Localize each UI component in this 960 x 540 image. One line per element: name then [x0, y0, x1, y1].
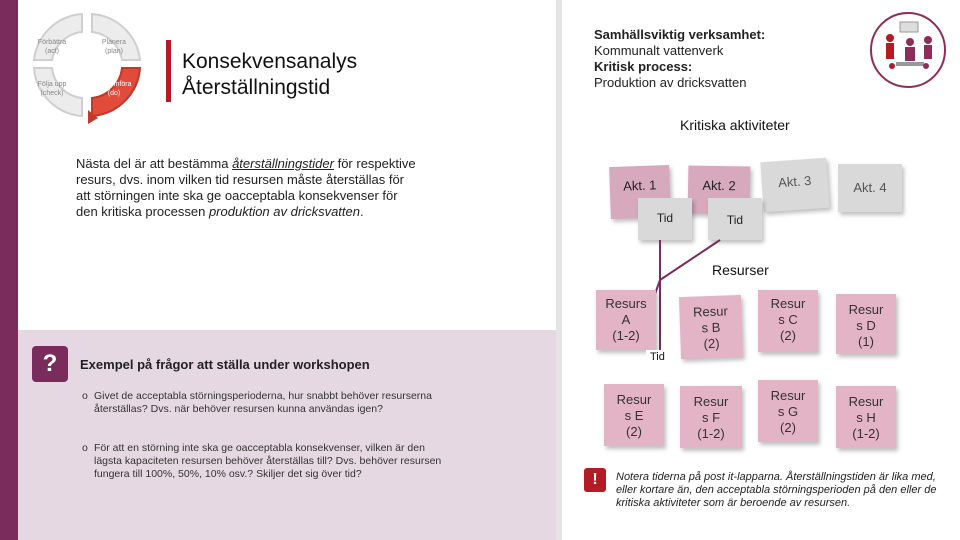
activity-time-note-1: Tid [638, 198, 692, 240]
question-item-1 [82, 390, 452, 416]
process-header [594, 27, 765, 91]
resource-note-f: Resur s F (1-2) [680, 386, 742, 448]
workshop-team-icon [870, 12, 946, 88]
header-value-1: Kommunalt vattenverk [594, 43, 724, 58]
page-title: Konsekvensanalys [182, 50, 358, 73]
cycle-label-do: Genomföra (do) [96, 81, 132, 97]
resource-note-e: Resur s E (2) [604, 384, 664, 446]
activity-note-4: Akt. 4 [838, 164, 902, 212]
example-title: Exempel på frågor att ställa under workshopen [80, 357, 370, 372]
title-accent-bar [166, 40, 171, 102]
page-subtitle: Återställningstid [182, 76, 331, 99]
activities-title: Kritiska aktiviteter [680, 117, 790, 133]
team-illustration-icon [872, 14, 944, 86]
bullet-icon: o [82, 442, 88, 454]
activity-note-3: Akt. 3 [760, 158, 829, 212]
note-text: Notera tiderna på post it-lapparna. Återställningstiden är lika med, eller kortare än, den acceptabla störningsperioden på den eller de kritiska aktiviteter som är beroende av resursen. [616, 471, 937, 509]
bullet-icon: o [82, 390, 88, 402]
resource-time-label: Tid [646, 350, 669, 364]
pdca-cycle-diagram [22, 6, 154, 124]
resource-note-a: Resurs A (1-2) [596, 290, 656, 350]
header-label-1: Samhällsviktig verksamhet: [594, 27, 766, 42]
pdca-cycle-icon [22, 6, 154, 124]
resource-note-h: Resur s H (1-2) [836, 386, 896, 448]
intro-italic: produktion av dricksvatten [208, 204, 360, 219]
cycle-label-check: Följa upp (check) [37, 81, 67, 97]
resources-title: Resurser [712, 262, 769, 278]
resource-note-c: Resur s C (2) [758, 290, 818, 352]
intro-text-2: för respektive resurs, dvs. inom vilken tid resursen måste återställas för att störningen inte ska ge oacceptabla konsekvenser för den kritiska processen [76, 156, 416, 219]
question-item-2 [82, 442, 452, 481]
activity-time-note-2: Tid [708, 198, 762, 240]
intro-text-1: Nästa del är att bestämma [76, 156, 233, 171]
activity-note-2: Akt. 2 [688, 165, 751, 214]
left-accent-bar [0, 0, 18, 540]
intro-paragraph [76, 156, 422, 220]
question-text-2: För att en störning inte ska ge oacceptabla konsekvenser, vilken är den lägsta kapaciteten resursen behöver återställas till? Dvs. behöver resursen fungera till 100%, 50%, 10% osv.? Skiljer det sig över tid? [94, 442, 442, 480]
header-value-2: Produktion av dricksvatten [594, 75, 747, 90]
intro-underlined: återställningstider [232, 156, 334, 171]
activity-note-1: Akt. 1 [609, 165, 671, 219]
question-text-1: Givet de acceptabla störningsperioderna, hur snabbt behöver resurserna återställas? Dvs. när behöver resursen kunna användas igen? [94, 390, 432, 415]
intro-text-3: . [359, 204, 364, 219]
exclamation-icon: ! [584, 468, 606, 492]
cycle-label-plan: Planera (plan) [101, 39, 127, 55]
resource-note-g: Resur s G (2) [758, 380, 818, 442]
cycle-label-act: Förbättra (act) [37, 39, 67, 55]
header-label-2: Kritisk process: [594, 59, 693, 74]
question-icon: ? [32, 346, 68, 382]
resource-note-b: Resur s B (2) [679, 295, 743, 359]
resource-note-d: Resur s D (1) [836, 294, 896, 354]
